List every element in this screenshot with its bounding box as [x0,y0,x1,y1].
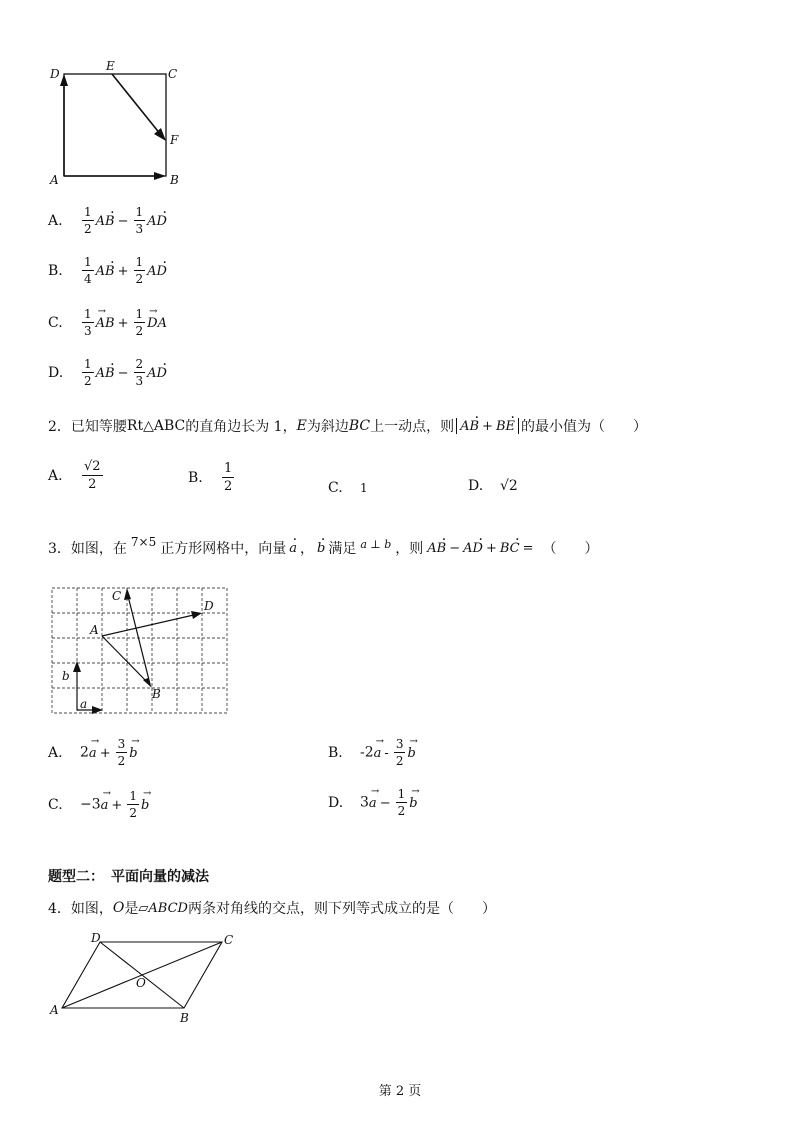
fraction: $\frac{1}{2}$ [84,205,92,236]
q3-option-c[interactable]: C. −3→ a + $\frac{1}{2}$ → b [48,790,149,819]
q3-option-d[interactable]: D. 3→ a − $\frac{1}{2}$ → b [328,788,418,817]
vector: · AB [96,214,115,229]
option-label: D. [48,364,64,381]
label-A: A [90,623,99,637]
label-B: B [152,687,161,701]
vector: · AD [147,214,167,229]
label-a: a [80,697,88,711]
figure-grid-vectors [48,586,232,716]
q1-option-b[interactable]: B. $\frac{1}{4}$ · AB + $\frac{1}{2}$ · AD [48,256,167,285]
q2-option-a[interactable]: A. $\frac{√2}{2}$ [48,459,101,492]
option-label: C. [48,314,63,331]
q1-option-c[interactable]: C. $\frac{1}{3}$ → AB + $\frac{1}{2}$ → DA [48,308,167,337]
label-O: O [136,976,146,990]
q3-option-a[interactable]: A. 2→ a + $\frac{3}{2}$ → b [48,738,138,767]
q1-option-d[interactable]: D. $\frac{1}{2}$ · AB − $\frac{2}{3}$ · AD [48,358,167,387]
label-b: b [62,669,70,683]
option-label: A. [48,212,63,229]
section-title: 题型二： 平面向量的减法 [48,869,209,885]
question-4: 4．如图， O 是 ▱ABCD 两条对角线的交点，则下列等式成立的是（ ） [48,900,496,917]
label-C: C [168,67,178,81]
label-D: D [50,67,60,81]
q3-option-b[interactable]: B. -2→ a - $\frac{3}{2}$ → b [328,738,416,767]
option-label: B. [48,262,63,279]
label-F: F [170,133,179,147]
page-number: 第 2 页 [378,1084,422,1099]
q2-option-c[interactable]: C. 1 [328,480,368,496]
figure-parallelogram [46,930,246,1024]
label-A: A [50,1003,59,1017]
q2-option-d[interactable]: D. √2 [468,478,518,494]
label-C: C [224,933,234,947]
label-C: C [112,589,122,603]
label-B: B [170,173,179,187]
label-E: E [106,59,115,73]
q2-option-b[interactable]: B. $\frac{1}{2}$ [188,461,233,494]
abs-expression: · AB +· BE [456,418,519,434]
label-B: B [180,1011,189,1024]
label-A: A [50,173,59,187]
question-2: 2．已知等腰 Rt△ABC 的直角边长为 1， E 为斜边 BC 上一动点，则 · AB +· BE 的最小值为（ ） [48,416,647,436]
question-3: 3．如图，在 7×5 正方形网格中，向量 · a ， · b 满足 a ⊥ b ，则 · AB − · AD + · BC = （ ） [48,538,599,558]
label-D: D [91,931,101,945]
fraction: $\frac{1}{3}$ [135,205,144,236]
figure-square-vectors [44,58,194,190]
q1-option-a[interactable]: A. $\frac{1}{2}$ · AB − $\frac{1}{3}$ · AD [48,206,167,235]
label-D: D [204,599,214,613]
